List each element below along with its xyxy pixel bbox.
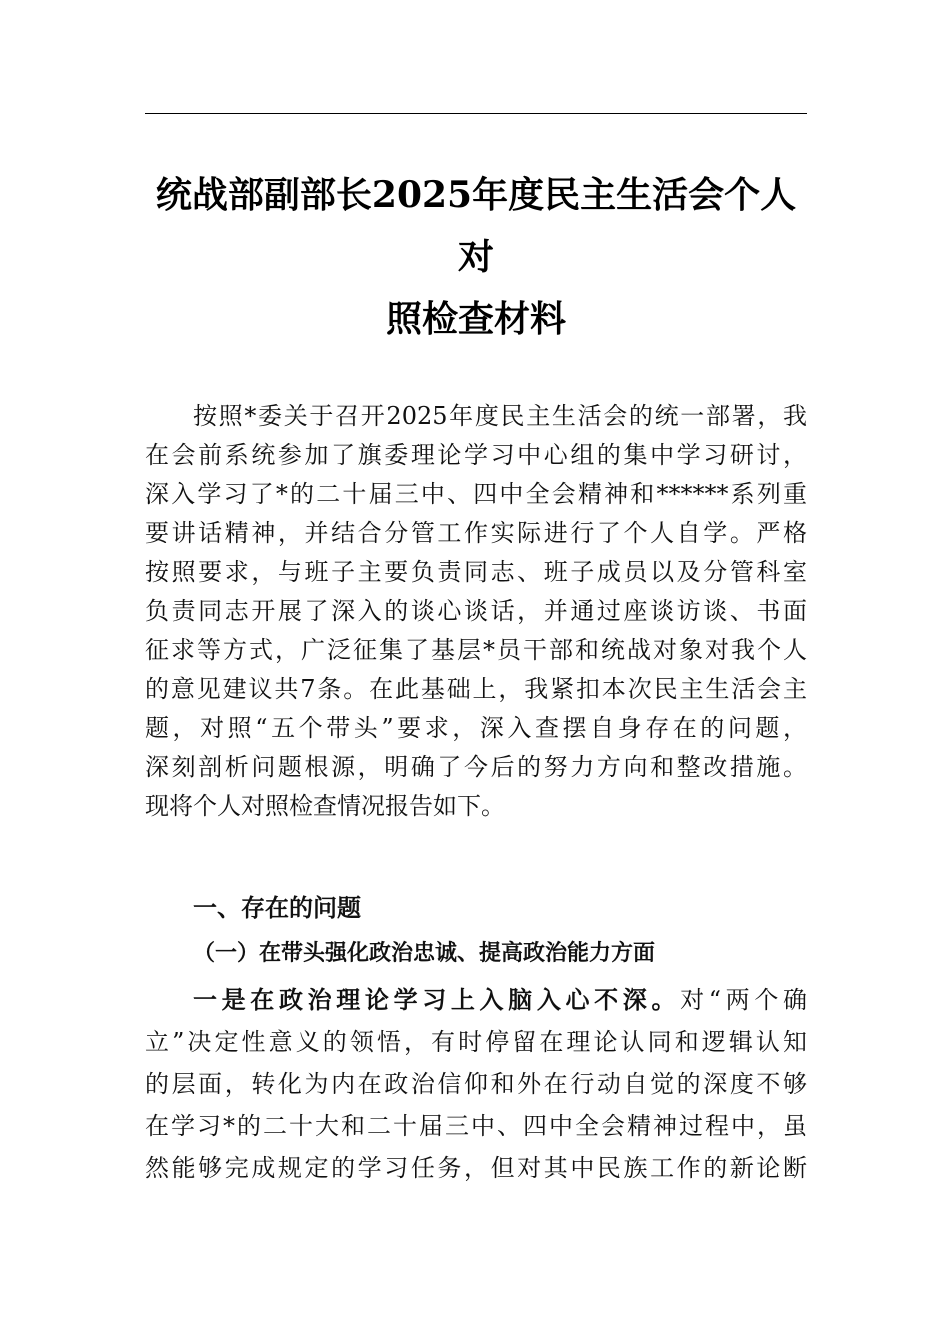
paragraph-line: 按照要求，与班子主要负责同志、班子成员以及分管科室 <box>145 558 807 586</box>
point-text: 对“两个确 <box>680 986 807 1014</box>
paragraph-line: 题，对照“五个带头”要求，深入查摆自身存在的问题， <box>145 714 807 742</box>
paragraph-line: 的层面，转化为内在政治信仰和外在行动自觉的深度不够 <box>145 1070 807 1098</box>
paragraph-line: 按照*委关于召开2025年度民主生活会的统一部署，我 <box>193 402 807 430</box>
paragraph-line: 征求等方式，广泛征集了基层*员干部和统战对象对我个人 <box>145 636 807 664</box>
paragraph-line <box>145 979 807 1021</box>
paragraph-line: 然能够完成规定的学习任务，但对其中民族工作的新论断 <box>145 1154 807 1182</box>
paragraph-line: 负责同志开展了深入的谈心谈话，并通过座谈访谈、书面 <box>145 597 807 625</box>
section-heading: 一、存在的问题 <box>193 894 361 922</box>
paragraph-line: 在学习*的二十大和二十届三中、四中全会精神过程中，虽 <box>145 1112 807 1140</box>
title-line-2: 照检查材料 <box>385 298 566 340</box>
title-line-1: 统战部副部长2025年度民主生活会个人对 <box>155 174 797 278</box>
paragraph-line: 在会前系统参加了旗委理论学习中心组的集中学习研讨， <box>145 441 807 469</box>
header-rule <box>145 113 807 114</box>
subsection-heading: （一）在带头强化政治忠诚、提高政治能力方面 <box>193 940 656 966</box>
paragraph-line: 的意见建议共7条。在此基础上，我紧扣本次民主生活会主 <box>145 675 807 703</box>
paragraph-line: 现将个人对照检查情况报告如下。 <box>145 792 505 820</box>
point-paragraph <box>145 979 807 1189</box>
paragraph-line: 立”决定性意义的领悟，有时停留在理论认同和逻辑认知 <box>145 1028 807 1056</box>
paragraph-line: 深刻剖析问题根源，明确了今后的努力方向和整改措施。 <box>145 753 807 781</box>
intro-paragraph <box>145 397 807 826</box>
document-title <box>145 164 807 350</box>
paragraph-line: 深入学习了*的二十届三中、四中全会精神和******系列重 <box>145 480 807 508</box>
paragraph-line: 要讲话精神，并结合分管工作实际进行了个人自学。严格 <box>145 519 807 547</box>
point-lead: 一是在政治理论学习上入脑入心不深。 <box>193 985 681 1014</box>
